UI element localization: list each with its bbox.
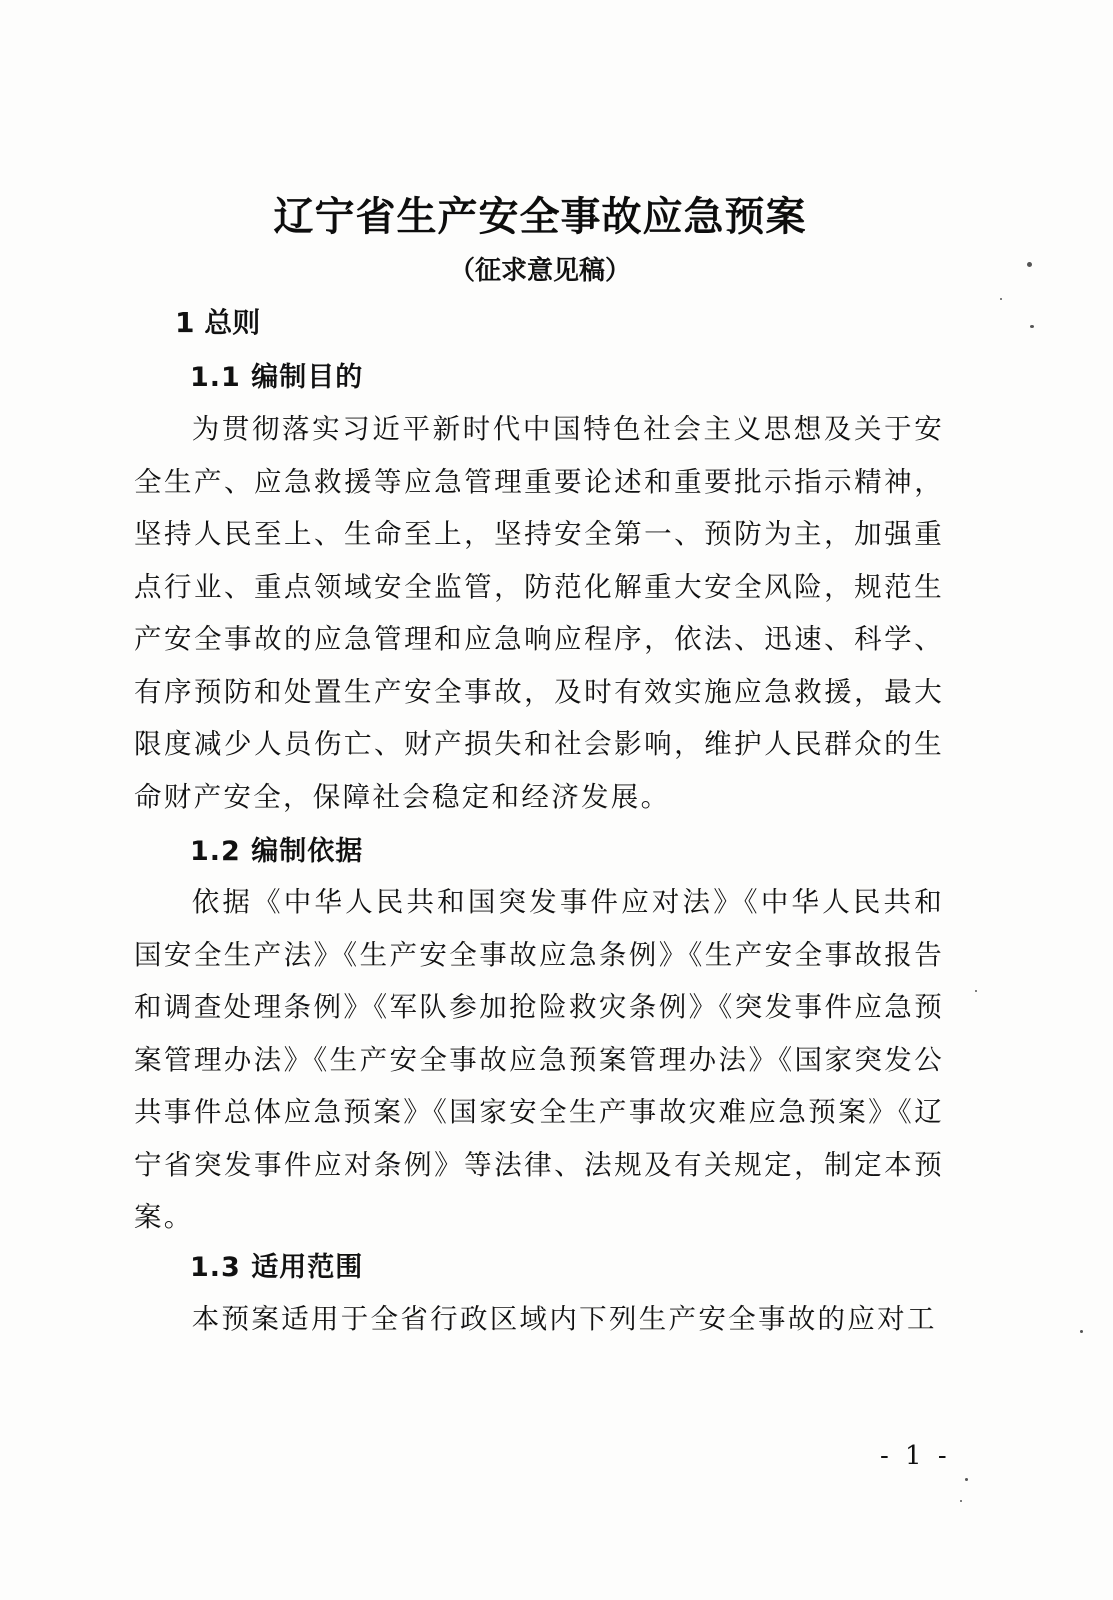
scan-speck: [960, 1500, 962, 1502]
scan-speck: [965, 1478, 968, 1481]
scan-speck: [1080, 1330, 1083, 1333]
subsection-heading-basis: 1.2 编制依据: [190, 836, 364, 867]
scan-speck: [1000, 298, 1002, 300]
document-subtitle: （征求意见稿）: [448, 256, 631, 286]
paragraph-basis: 依据《中华人民共和国突发事件应对法》《中华人民共和国安全生产法》《生产安全事故应急条例》《生产安全事故报告和调查处理条例》《军队参加抢险救灾条例》《突发事件应急预案管理办法》《生产安全事故应急预案管理办法》《国家突发公共事件总体应急预案》《国家安全生产事故灾难应急预案》《辽宁省突发事件应对条例》等法律、法规及有关规定，制定本预案。: [134, 886, 944, 1233]
subsection-heading-purpose: 1.1 编制目的: [190, 362, 364, 393]
section-heading-general: 1 总则: [175, 306, 261, 339]
paragraph-scope: 本预案适用于全省行政区域内下列生产安全事故的应对工: [191, 1303, 937, 1335]
page-number: - 1 -: [880, 1441, 951, 1471]
paragraph-purpose: 为贯彻落实习近平新时代中国特色社会主义思想及关于安全生产、应急救援等应急管理重要论述和重要批示指示精神，坚持人民至上、生命至上，坚持安全第一、预防为主，加强重点行业、重点领域安全监管，防范化解重大安全风险，规范生产安全事故的应急管理和应急响应程序，依法、迅速、科学、有序预防和处置生产安全事故，及时有效实施应急救援，最大限度减少人员伤亡、财产损失和社会影响，维护人民群众的生命财产安全，保障社会稳定和经济发展。: [134, 413, 944, 813]
document-title: 辽宁省生产安全事故应急预案: [273, 194, 807, 240]
subsection-heading-scope: 1.3 适用范围: [190, 1252, 364, 1283]
scan-speck: [1027, 262, 1032, 267]
scan-speck: [1030, 325, 1034, 328]
scan-speck: [975, 990, 977, 992]
